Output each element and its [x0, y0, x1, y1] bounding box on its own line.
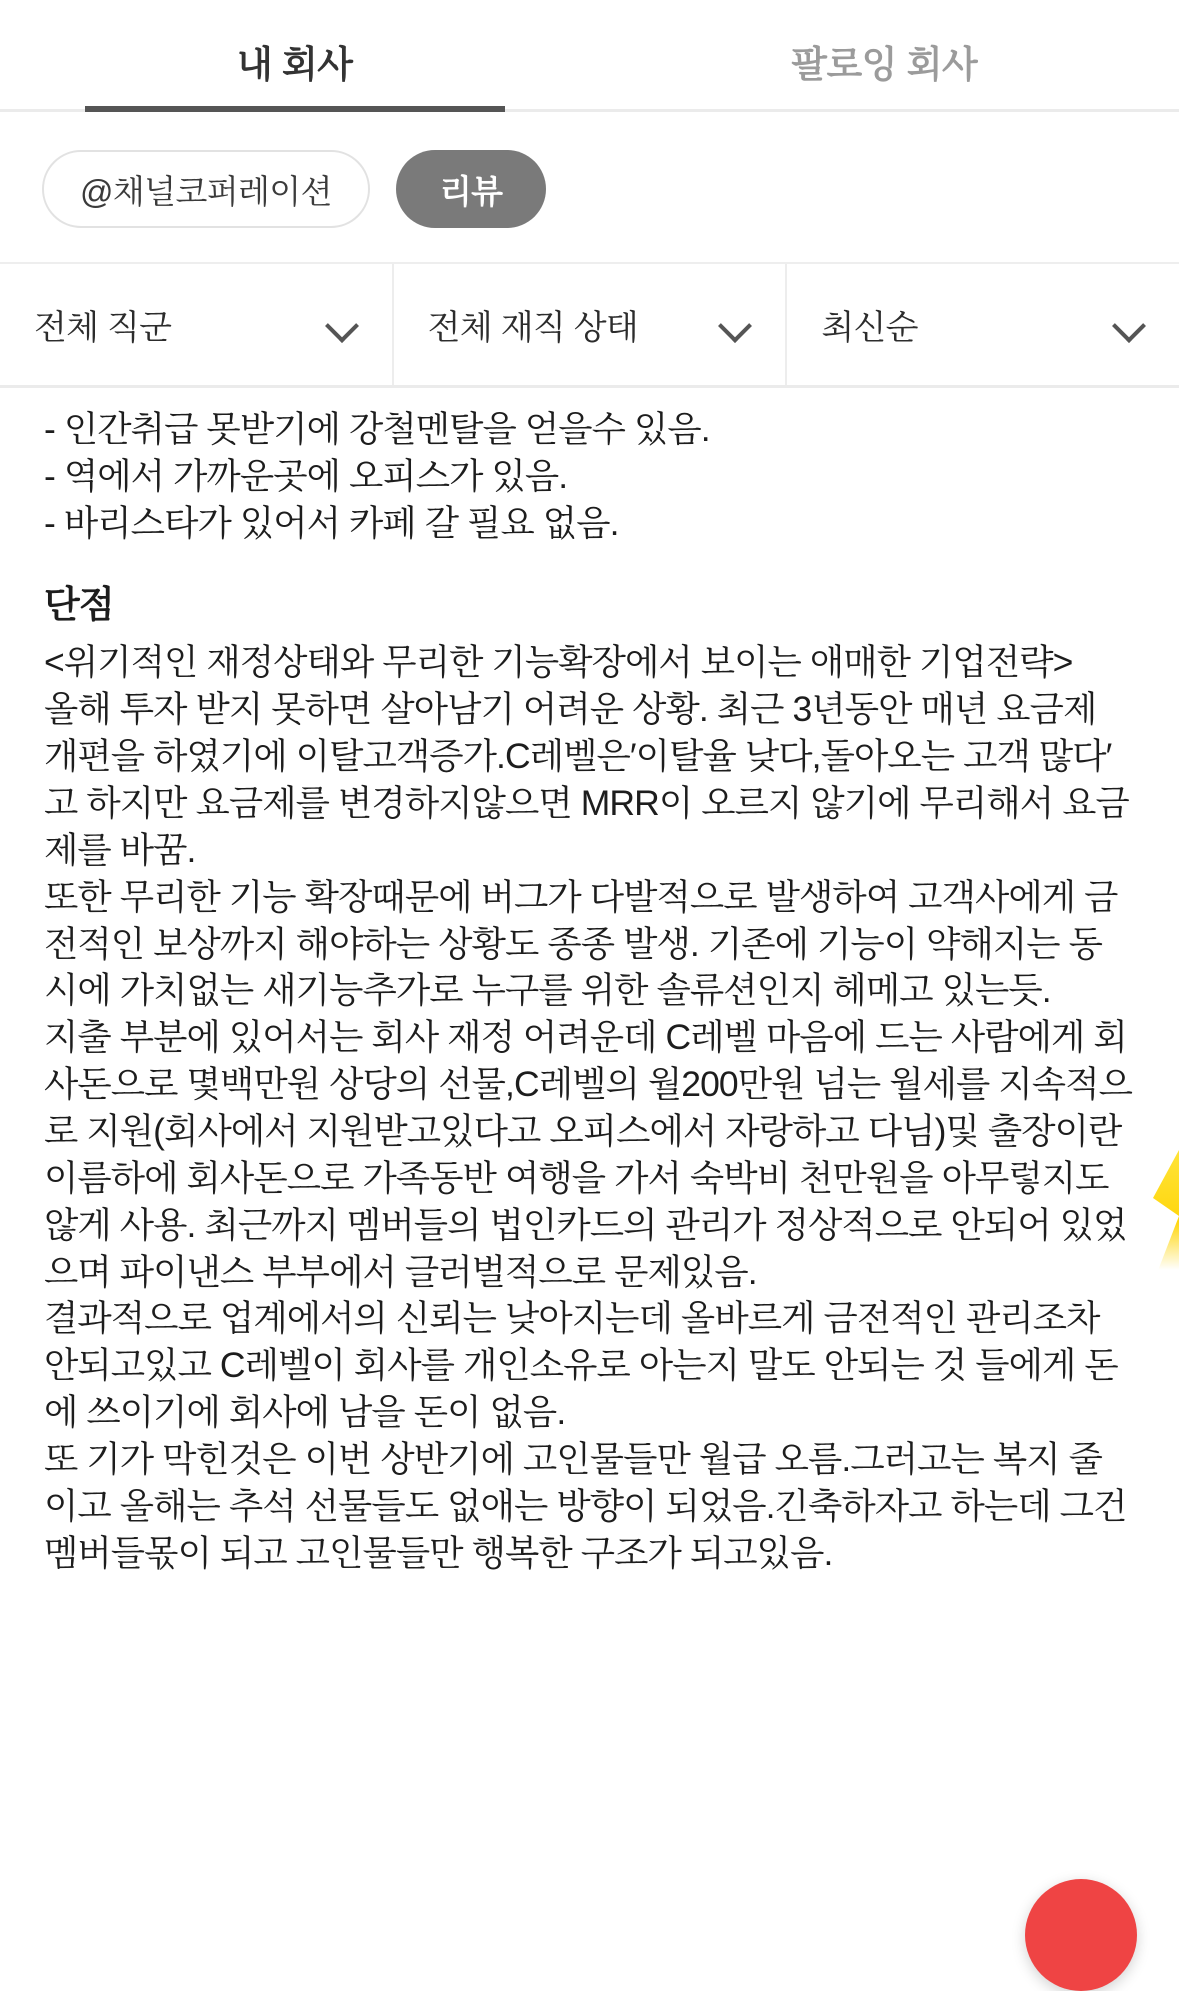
pros-line: - 역에서 가까운곳에 오피스가 있음. — [44, 453, 1135, 500]
tab-following-company-label: 팔로잉 회사 — [791, 44, 977, 85]
pros-line: - 인간취급 못받기에 강철멘탈을 얻을수 있음. — [44, 406, 1135, 453]
filter-sort-order-label: 최신순 — [821, 300, 917, 349]
tab-following-company[interactable] — [590, 0, 1179, 112]
company-handle-chip[interactable] — [42, 150, 370, 228]
company-handle-label: @채널코퍼레이션 — [80, 166, 332, 213]
filter-employment-status-label: 전체 재직 상태 — [428, 300, 638, 349]
pros-line: - 바리스타가 있어서 카페 갈 필요 없음. — [44, 500, 1135, 547]
cons-paragraph: 또 기가 막힌것은 이번 상반기에 고인물들만 월급 오름.그러고는 복지 줄이고 올해는 추석 선물들도 없애는 방향이 되었음.긴축하자고 하는데 그건 멤버들몫이 되고 고인물들만 행복한 구조가 되고있음. — [44, 1436, 1135, 1577]
cons-paragraph: <위기적인 재정상태와 무리한 기능확장에서 보이는 애매한 기업전략> — [44, 639, 1135, 686]
filter-employment-status[interactable] — [392, 264, 786, 385]
cons-paragraph: 올해 투자 받지 못하면 살아남기 어려운 상황. 최근 3년동안 매년 요금제 개편을 하였기에 이탈고객증가.C레벨은′이탈율 낮다,돌아오는 고객 많다′고 하지만 요금제를 변경하지않으면 MRR이 오르지 않기에 무리해서 요금제를 바꿈. — [44, 686, 1135, 873]
company-chip-row — [0, 112, 1179, 262]
cons-section-title: 단점 — [44, 581, 1135, 630]
floating-action-button[interactable] — [1025, 1879, 1137, 1991]
chevron-down-icon — [1115, 310, 1145, 340]
review-filter-label: 리뷰 — [440, 166, 503, 213]
review-filter-chip[interactable] — [396, 150, 547, 228]
cons-paragraph: 결과적으로 업계에서의 신뢰는 낮아지는데 올바르게 금전적인 관리조차 안되고있고 C레벨이 회사를 개인소유로 아는지 말도 안되는 것 들에게 돈에 쓰이기에 회사에 남을 돈이 없음. — [44, 1295, 1135, 1436]
review-content — [0, 388, 1179, 1577]
filter-bar — [0, 262, 1179, 388]
filter-job-group[interactable] — [0, 264, 392, 385]
cons-paragraph: 또한 무리한 기능 확장때문에 버그가 다발적으로 발생하여 고객사에게 금전적인 보상까지 해야하는 상황도 종종 발생. 기존에 기능이 약해지는 동시에 가치없는 새기능추가로 누구를 위한 솔류션인지 헤메고 있는듯. — [44, 874, 1135, 1015]
filter-sort-order[interactable] — [785, 264, 1179, 385]
top-tab-bar — [0, 0, 1179, 112]
chevron-down-icon — [328, 310, 358, 340]
tab-my-company[interactable] — [0, 0, 590, 112]
cons-paragraph: 지출 부분에 있어서는 회사 재정 어려운데 C레벨 마음에 드는 사람에게 회사돈으로 몇백만원 상당의 선물,C레벨의 월200만원 넘는 월세를 지속적으로 지원(회사에서 지원받고있다고 오피스에서 자랑하고 다님)및 출장이란 이름하에 회사돈으로 가족동반 여행을 가서 숙박비 천만원을 아무렇지도 않게 사용. 최근까지 멤버들의 법인카드의 관리가 정상적으로 안되어 있었으며 파이낸스 부부에서 글러벌적으로 문제있음. — [44, 1014, 1135, 1295]
tab-my-company-label: 내 회사 — [237, 44, 353, 85]
filter-job-group-label: 전체 직군 — [34, 300, 171, 349]
chevron-down-icon — [721, 310, 751, 340]
